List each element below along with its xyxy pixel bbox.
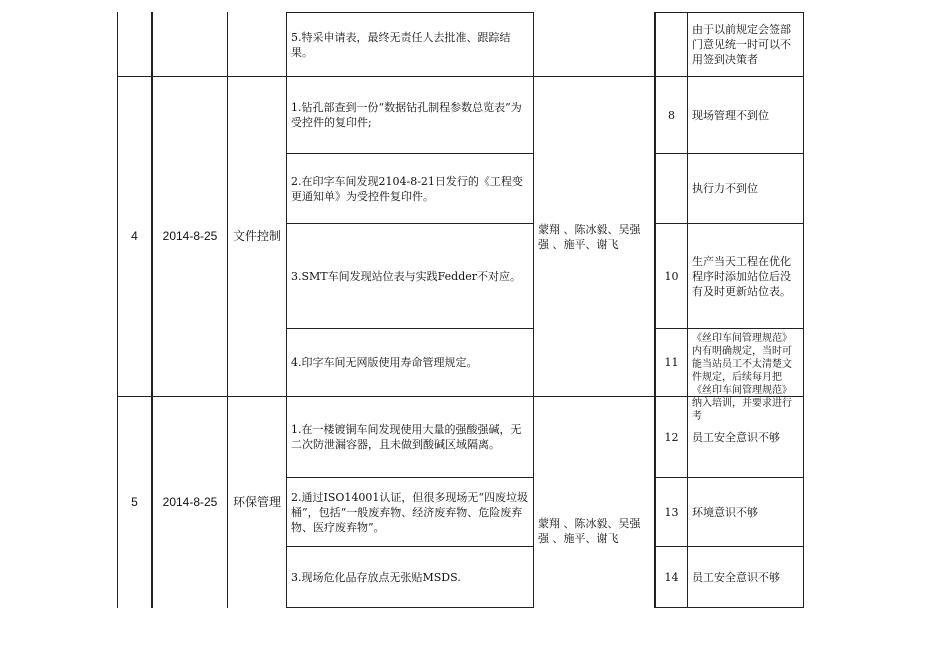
- row-category: 环保管理: [232, 494, 281, 509]
- issue-cell: [287, 397, 533, 477]
- cause-cell: [688, 329, 803, 422]
- row-number: 5: [131, 494, 138, 509]
- issue-cell: [287, 329, 533, 396]
- item-number: 12: [664, 430, 679, 444]
- responsible-people: 蒙翔 、陈冰毅、吴强强 、施平、谢飞: [538, 516, 641, 545]
- issue-text: 4.印字车间无网版使用寿命管理规定。: [291, 356, 478, 369]
- issue-text: 1.钻孔部查到一份“数据钻孔制程参数总览表”为受控件的复印件;: [291, 101, 522, 129]
- row-number: 4: [131, 229, 138, 243]
- grid-line: [803, 12, 804, 608]
- issue-cell: [287, 547, 533, 607]
- cause-cell: [688, 397, 803, 477]
- cause-text: 员工安全意识不够: [692, 430, 780, 444]
- issue-text: 3.现场危化品存放点无张贴MSDS.: [291, 570, 461, 584]
- cause-cell: [688, 13, 803, 76]
- item-number: 8: [668, 108, 675, 122]
- issue-text: 3.SMT车间发现站位表与实践Fedder不对应。: [291, 269, 522, 283]
- row-date: 2014-8-25: [162, 494, 218, 509]
- row-category: 文件控制: [232, 229, 281, 243]
- issue-cell: [287, 224, 533, 328]
- cause-text: 《丝印车间管理规范》内有明确规定，当时可能当站员工不太清楚文件规定，后续每月把《丝印车间管理规范》纳入培训，并要求进行考: [692, 333, 792, 422]
- responsible-people: 蒙翔 、陈冰毅、吴强强 、施平、谢飞: [538, 222, 641, 251]
- cause-cell: [688, 478, 803, 546]
- grid-line: [654, 607, 804, 608]
- cause-text: 员工安全意识不够: [692, 570, 780, 584]
- item-number: 10: [664, 269, 679, 283]
- cause-text: 环境意识不够: [692, 505, 758, 519]
- issue-cell: [287, 77, 533, 153]
- issue-cell: [287, 478, 533, 546]
- cause-text: 执行力不到位: [692, 182, 758, 195]
- issue-cell: [287, 154, 533, 223]
- grid-line: [286, 607, 534, 608]
- cause-text: 现场管理不到位: [692, 108, 769, 122]
- cause-text: 由于以前规定会签部门意见统一时可以不用签到决策者: [692, 23, 791, 66]
- issue-cell: [287, 13, 533, 76]
- issue-text: 1.在一楼镀铜车间发现使用大量的强酸强碱，无二次防泄漏容器，且未做到酸碱区域隔离。: [291, 423, 522, 451]
- issue-text: 2.通过ISO14001认证，但很多现场无“四废垃圾桶”，包括“一般废弃物、经济废弃物、危险废弃物、医疗废弃物”。: [291, 490, 529, 534]
- item-number: [656, 154, 687, 223]
- issue-text: 2.在印字车间发现2104-8-21日发行的《工程变更通知单》为受控件复印件。: [291, 174, 523, 203]
- cause-text: 生产当天工程在优化程序时添加站位后没有及时更新站位表。: [692, 254, 791, 298]
- cause-cell: [688, 154, 803, 223]
- item-number: 13: [664, 505, 679, 519]
- row-date: 2014-8-25: [162, 229, 218, 243]
- item-number: 11: [664, 356, 679, 369]
- issue-text: 5.特采申请表，最终无责任人去批准、跟踪结果。: [291, 30, 511, 59]
- cause-cell: [688, 77, 803, 153]
- item-number: 14: [664, 570, 679, 584]
- cause-cell: [688, 224, 803, 328]
- cause-cell: [688, 547, 803, 607]
